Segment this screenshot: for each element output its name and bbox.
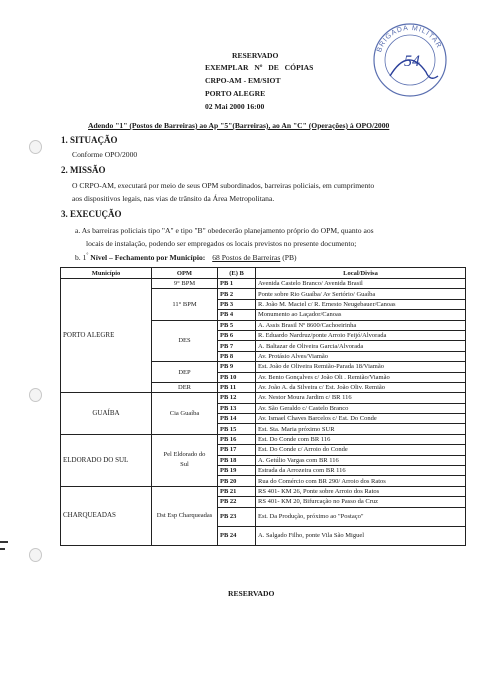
pb-cell: PB 18 (218, 455, 256, 465)
opm-cell: Cia Guaíba (152, 393, 218, 435)
pb-cell: PB 1 (218, 279, 256, 289)
pb-cell: PB 15 (218, 424, 256, 434)
official-stamp (368, 16, 452, 100)
column-header-local: Local/Divisa (256, 268, 466, 279)
local-cell: R. Eduardo Nardruz/ponte Arroio Feijó/Alvorada (256, 330, 466, 340)
local-cell: Est. Do Conde c/ Arroio do Conde (256, 445, 466, 455)
local-cell: Av. Nestor Moura Jardim c/ BR 116 (256, 393, 466, 403)
table-row (61, 434, 466, 444)
footer-classification: RESERVADO (228, 589, 275, 598)
column-header-eb: (E) B (218, 268, 256, 279)
section-mission-text-1: O CRPO-AM, executará por meio de seus OPM subordinados, barreiras policiais, em cumprimento (72, 181, 375, 190)
punch-hole (29, 388, 42, 402)
edge-mark (0, 548, 5, 550)
local-cell: Est. Do Conde com BR 116 (256, 434, 466, 444)
local-cell: Av. São Geraldo c/ Castelo Branco (256, 403, 466, 413)
pb-cell: PB 23 (218, 507, 256, 526)
header-copy-line: EXEMPLAR Nº DE CÓPIAS (205, 63, 314, 72)
table-row (61, 279, 466, 289)
section-execution-b: b. 1° Nível – Fechamento por Município: 68 Postos de Barreiras (PB) (75, 253, 297, 262)
stamp-outer-text: BRIGADA MILITAR (376, 24, 443, 54)
section-situation-heading: 1. SITUAÇÃO (61, 135, 118, 145)
section-execution-a-2: locais de instalação, podendo ser empregados os locais previstos no presente documento; (86, 239, 357, 248)
pb-cell: PB 17 (218, 445, 256, 455)
barrier-posts-table (60, 267, 466, 546)
local-cell: Av. Bento Gonçalves c/ João Oli . Remião/Viamão (256, 372, 466, 382)
header-datetime: 02 Mai 2000 16:00 (205, 102, 265, 111)
local-cell: Av. Protásio Alves/Viamão (256, 351, 466, 361)
edge-mark (0, 541, 8, 543)
opm-cell: Pel Eldorado do Sul (152, 434, 218, 486)
pb-cell: PB 10 (218, 372, 256, 382)
local-cell: A. Getúlio Vargas com BR 116 (256, 455, 466, 465)
municipio-cell: ELDORADO DO SUL (61, 434, 152, 486)
local-cell: Avenida Castelo Branco/ Avenida Brasil (256, 279, 466, 289)
pb-cell: PB 24 (218, 526, 256, 545)
local-cell: Est. João de Oliveira Remião-Parada 18/Viamão (256, 362, 466, 372)
pb-cell: PB 19 (218, 466, 256, 476)
document-title: Adendo "1" (Postos de Barreiras) ao Ap "5"(Barreiras), ao An "C" (Operações) à OPO/2000 (88, 121, 390, 130)
stamp-number: 54 (404, 53, 420, 70)
local-cell: Ponte sobre Rio Guaíba/ Av Sertório/ Guaíba (256, 289, 466, 299)
local-cell: RS 401- KM 20, Bifurcação no Passo da Cruz (256, 497, 466, 507)
pb-cell: PB 7 (218, 341, 256, 351)
pb-cell: PB 6 (218, 330, 256, 340)
table-row (61, 486, 466, 496)
table-header-row (61, 268, 466, 279)
local-cell: Av. João A. da Silveira c/ Est. João Oliv. Remião (256, 382, 466, 392)
local-cell: Monumento ao Laçador/Canoas (256, 310, 466, 320)
pb-cell: PB 14 (218, 414, 256, 424)
opm-cell: Dst Esp Charqueadas (152, 486, 218, 545)
pb-cell: PB 11 (218, 382, 256, 392)
section-execution-a-1: a. As barreiras policiais tipo "A" e tipo "B" obedecerão planejamento próprio do OPM, quanto aos (75, 226, 374, 235)
local-cell: RS 401- KM 26, Ponte sobre Arroio dos Ratos (256, 486, 466, 496)
opm-cell: 9° BPM (152, 279, 218, 289)
opm-cell: DEP (152, 362, 218, 383)
section-mission-heading: 2. MISSÃO (61, 165, 106, 175)
section-mission-text-2: aos dispositivos legais, nas vias de trânsito da Área Metropolitana. (72, 194, 275, 203)
pb-cell: PB 3 (218, 299, 256, 309)
pb-cell: PB 16 (218, 434, 256, 444)
table-row (61, 393, 466, 403)
header-unit: CRPO-AM - EM/SIOT (205, 76, 281, 85)
opm-cell: DES (152, 320, 218, 362)
local-cell: Estrada da Arrozeira com BR 116 (256, 466, 466, 476)
pb-cell: PB 9 (218, 362, 256, 372)
pb-cell: PB 5 (218, 320, 256, 330)
pb-cell: PB 13 (218, 403, 256, 413)
section-situation-text: Conforme OPO/2000 (72, 150, 138, 159)
punch-hole (29, 548, 42, 562)
local-cell: R. João M. Maciel c/ R. Ernesto Neugebauer/Canoas (256, 299, 466, 309)
local-cell: Rua do Comércio com BR 290/ Arroio dos Ratos (256, 476, 466, 486)
opm-cell: 11° BPM (152, 289, 218, 320)
column-header-opm: OPM (152, 268, 218, 279)
local-cell: A. Assis Brasil Nº 8600/Cachoeirinha (256, 320, 466, 330)
pb-cell: PB 2 (218, 289, 256, 299)
punch-hole (29, 140, 42, 154)
local-cell: Av. Ismael Chaves Barcelos c/ Est. Do Conde (256, 414, 466, 424)
local-cell: A. Salgado Filho, ponte Vila São Miguel (256, 526, 466, 545)
pb-cell: PB 8 (218, 351, 256, 361)
header-classification: RESERVADO (232, 51, 279, 60)
municipio-cell: CHARQUEADAS (61, 486, 152, 545)
local-cell: Est. Sta. Maria próximo SUR (256, 424, 466, 434)
pb-cell: PB 4 (218, 310, 256, 320)
header-city: PORTO ALEGRE (205, 89, 266, 98)
pb-cell: PB 21 (218, 486, 256, 496)
column-header-municipio: Município (61, 268, 152, 279)
local-cell: A. Baltazar de Oliveira Garcia/Alvorada (256, 341, 466, 351)
opm-cell: DER (152, 382, 218, 392)
municipio-cell: PORTO ALEGRE (61, 279, 152, 393)
section-execution-heading: 3. EXECUÇÃO (61, 209, 122, 219)
municipio-cell: GUAÍBA (61, 393, 152, 435)
pb-cell: PB 20 (218, 476, 256, 486)
local-cell: Est. Da Produção, próximo ao "Postaço" (256, 507, 466, 526)
pb-cell: PB 12 (218, 393, 256, 403)
pb-cell: PB 22 (218, 497, 256, 507)
